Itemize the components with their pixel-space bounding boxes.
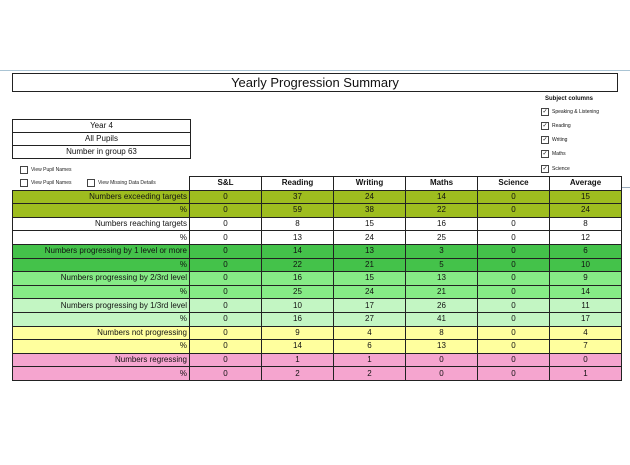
row-value: 1 — [262, 353, 334, 367]
row-value: 24 — [550, 204, 622, 218]
table-row — [13, 353, 622, 367]
table-row — [13, 231, 622, 245]
row-value: 0 — [478, 353, 550, 367]
row-label: % — [13, 258, 190, 272]
subject-columns-title: Subject columns — [545, 96, 594, 102]
row-value: 13 — [406, 340, 478, 354]
table-header-row — [13, 177, 622, 191]
row-value: 1 — [550, 367, 622, 381]
view-pupil-names-checkbox-1[interactable] — [20, 166, 71, 174]
subject-checkbox-writing[interactable] — [541, 136, 567, 144]
row-value: 0 — [190, 299, 262, 313]
row-value: 0 — [190, 367, 262, 381]
row-value: 0 — [190, 244, 262, 258]
header-blank — [13, 177, 190, 191]
row-value: 0 — [478, 340, 550, 354]
row-value: 13 — [406, 272, 478, 286]
row-value: 22 — [262, 258, 334, 272]
row-value: 4 — [550, 326, 622, 340]
row-value: 12 — [550, 231, 622, 245]
row-value: 27 — [334, 312, 406, 326]
header-science: Science — [478, 177, 550, 191]
row-value: 41 — [406, 312, 478, 326]
row-value: 9 — [262, 326, 334, 340]
row-value: 0 — [478, 258, 550, 272]
row-label: % — [13, 285, 190, 299]
row-value: 0 — [190, 231, 262, 245]
row-value: 0 — [190, 285, 262, 299]
row-label: % — [13, 312, 190, 326]
row-value: 0 — [190, 353, 262, 367]
row-label: % — [13, 204, 190, 218]
row-value: 8 — [262, 217, 334, 231]
row-value: 0 — [478, 367, 550, 381]
row-value: 0 — [190, 204, 262, 218]
table-row — [13, 190, 622, 204]
row-value: 22 — [406, 204, 478, 218]
row-value: 13 — [334, 244, 406, 258]
row-label: % — [13, 367, 190, 381]
row-label: Numbers not progressing — [13, 326, 190, 340]
check-icon[interactable]: ✓ — [542, 151, 548, 157]
subject-label: Speaking & Listening — [552, 109, 599, 115]
row-value: 14 — [262, 340, 334, 354]
row-label: Numbers progressing by 1/3rd level — [13, 299, 190, 313]
subject-label: Science — [552, 166, 570, 172]
row-value: 15 — [334, 272, 406, 286]
group-info-box — [12, 119, 191, 159]
row-value: 17 — [550, 312, 622, 326]
row-value: 0 — [190, 340, 262, 354]
table-row — [13, 326, 622, 340]
row-value: 16 — [406, 217, 478, 231]
row-value: 6 — [334, 340, 406, 354]
check-icon[interactable]: ✓ — [542, 109, 548, 115]
table-row — [13, 340, 622, 354]
row-value: 0 — [478, 326, 550, 340]
row-value: 15 — [334, 217, 406, 231]
checkbox-box[interactable] — [20, 166, 28, 174]
row-value: 24 — [334, 190, 406, 204]
row-value: 10 — [262, 299, 334, 313]
row-value: 0 — [190, 217, 262, 231]
row-value: 0 — [406, 353, 478, 367]
subject-checkbox-reading[interactable] — [541, 122, 571, 130]
row-label: Numbers progressing by 1 level or more — [13, 244, 190, 258]
row-value: 0 — [190, 190, 262, 204]
checkbox-label: View Missing Data Details — [98, 180, 156, 186]
row-value: 9 — [550, 272, 622, 286]
row-value: 4 — [334, 326, 406, 340]
subject-label: Reading — [552, 123, 571, 129]
row-value: 0 — [406, 367, 478, 381]
header-writing: Writing — [334, 177, 406, 191]
row-value: 5 — [406, 258, 478, 272]
table-row — [13, 272, 622, 286]
row-value: 25 — [262, 285, 334, 299]
row-value: 25 — [406, 231, 478, 245]
row-label: Numbers exceeding targets — [13, 190, 190, 204]
checkbox-label: View Pupil Names — [31, 180, 72, 186]
row-value: 2 — [262, 367, 334, 381]
row-value: 16 — [262, 312, 334, 326]
row-value: 8 — [550, 217, 622, 231]
row-label: % — [13, 340, 190, 354]
row-value: 6 — [550, 244, 622, 258]
row-value: 0 — [478, 204, 550, 218]
row-value: 3 — [406, 244, 478, 258]
top-divider — [0, 70, 630, 71]
subject-checkbox-science[interactable] — [541, 165, 570, 173]
header-maths: Maths — [406, 177, 478, 191]
header-reading: Reading — [262, 177, 334, 191]
checkbox-label: View Pupil Names — [31, 167, 72, 173]
row-value: 15 — [550, 190, 622, 204]
row-value: 21 — [406, 285, 478, 299]
pupils-label: All Pupils — [13, 133, 190, 146]
year-label: Year 4 — [13, 120, 190, 133]
row-value: 11 — [550, 299, 622, 313]
table-row — [13, 244, 622, 258]
row-value: 2 — [334, 367, 406, 381]
progression-table — [12, 176, 622, 381]
row-value: 13 — [262, 231, 334, 245]
row-value: 24 — [334, 231, 406, 245]
table-row — [13, 299, 622, 313]
row-value: 37 — [262, 190, 334, 204]
subject-checkbox-speaking[interactable] — [541, 108, 599, 116]
group-count-label: Number in group 63 — [66, 147, 137, 156]
row-value: 16 — [262, 272, 334, 286]
table-row — [13, 312, 622, 326]
row-value: 0 — [190, 258, 262, 272]
row-label: Numbers progressing by 2/3rd level — [13, 272, 190, 286]
row-value: 0 — [478, 285, 550, 299]
row-value: 8 — [406, 326, 478, 340]
row-value: 0 — [550, 353, 622, 367]
row-value: 24 — [334, 285, 406, 299]
row-value: 14 — [262, 244, 334, 258]
subject-label: Writing — [552, 137, 568, 143]
row-value: 0 — [478, 299, 550, 313]
row-label: Numbers reaching targets — [13, 217, 190, 231]
row-value: 0 — [478, 244, 550, 258]
row-value: 0 — [478, 272, 550, 286]
subject-checkbox-maths[interactable] — [541, 150, 566, 158]
row-value: 17 — [334, 299, 406, 313]
subject-label: Maths — [552, 151, 566, 157]
row-value: 14 — [550, 285, 622, 299]
row-value: 0 — [478, 190, 550, 204]
row-value: 0 — [478, 312, 550, 326]
table-row — [13, 285, 622, 299]
header-sl: S&L — [190, 177, 262, 191]
row-value: 0 — [190, 272, 262, 286]
row-value: 14 — [406, 190, 478, 204]
row-value: 26 — [406, 299, 478, 313]
row-value: 7 — [550, 340, 622, 354]
check-icon[interactable]: ✓ — [542, 137, 548, 143]
header-average: Average — [550, 177, 622, 191]
row-value: 1 — [334, 353, 406, 367]
row-value: 0 — [190, 326, 262, 340]
page-title: Yearly Progression Summary — [12, 73, 618, 92]
row-value: 0 — [478, 231, 550, 245]
row-value: 38 — [334, 204, 406, 218]
table-row — [13, 367, 622, 381]
row-label: Numbers regressing — [13, 353, 190, 367]
table-row — [13, 204, 622, 218]
row-value: 10 — [550, 258, 622, 272]
table-row — [13, 258, 622, 272]
check-icon[interactable]: ✓ — [542, 166, 548, 172]
row-value: 0 — [190, 312, 262, 326]
table-row — [13, 217, 622, 231]
row-value: 0 — [478, 217, 550, 231]
row-value: 21 — [334, 258, 406, 272]
check-icon[interactable]: ✓ — [542, 123, 548, 129]
row-label: % — [13, 231, 190, 245]
row-value: 59 — [262, 204, 334, 218]
